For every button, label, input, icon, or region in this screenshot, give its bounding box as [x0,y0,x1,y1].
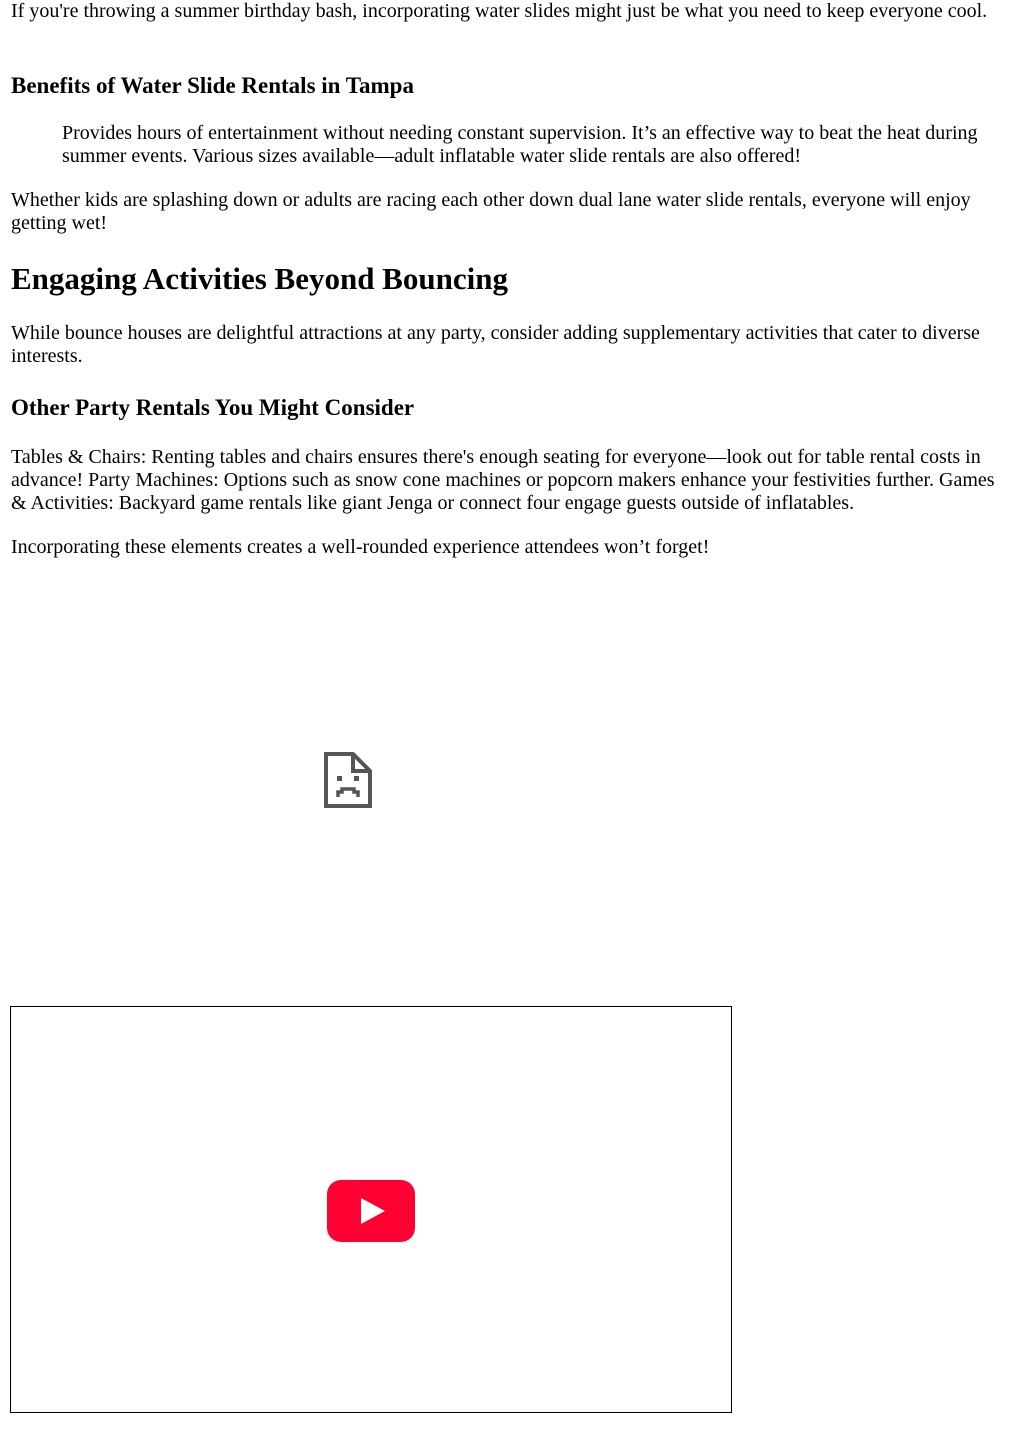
video-embed[interactable] [10,1006,732,1413]
youtube-play-icon[interactable] [327,1180,415,1242]
other-rentals-heading: Other Party Rentals You Might Consider [11,395,415,420]
rentals-paragraph: Tables & Chairs: Renting tables and chairs ensures there's enough seating for everyone—look out for table rental costs in advance! Party Machines: Options such as snow cone machines or popcorn makers enhance your festivities further. Games & Activities: Backyard game rentals like giant Jenga or connect four engage guests outside of inflatables. [11,446,995,514]
while-paragraph: While bounce houses are delightful attractions at any party, consider adding supplementary activities that cater to diverse interests. [11,322,980,367]
benefits-heading: Benefits of Water Slide Rentals in Tampa [11,73,414,98]
benefits-quote: Provides hours of entertainment without needing constant supervision. It’s an effective way to beat the heat during summer events. Various sizes available—adult inflatable water slide rentals are also offered! [62,122,978,167]
closing-paragraph: Incorporating these elements creates a well-rounded experience attendees won’t forget! [11,536,710,558]
engaging-heading: Engaging Activities Beyond Bouncing [11,261,508,296]
intro-paragraph: If you're throwing a summer birthday bash, incorporating water slides might just be what you need to keep everyone cool. [11,0,988,22]
whether-paragraph: Whether kids are splashing down or adults are racing each other down dual lane water slide rentals, everyone will enjoy getting wet! [11,189,971,234]
broken-image-icon [323,751,373,809]
